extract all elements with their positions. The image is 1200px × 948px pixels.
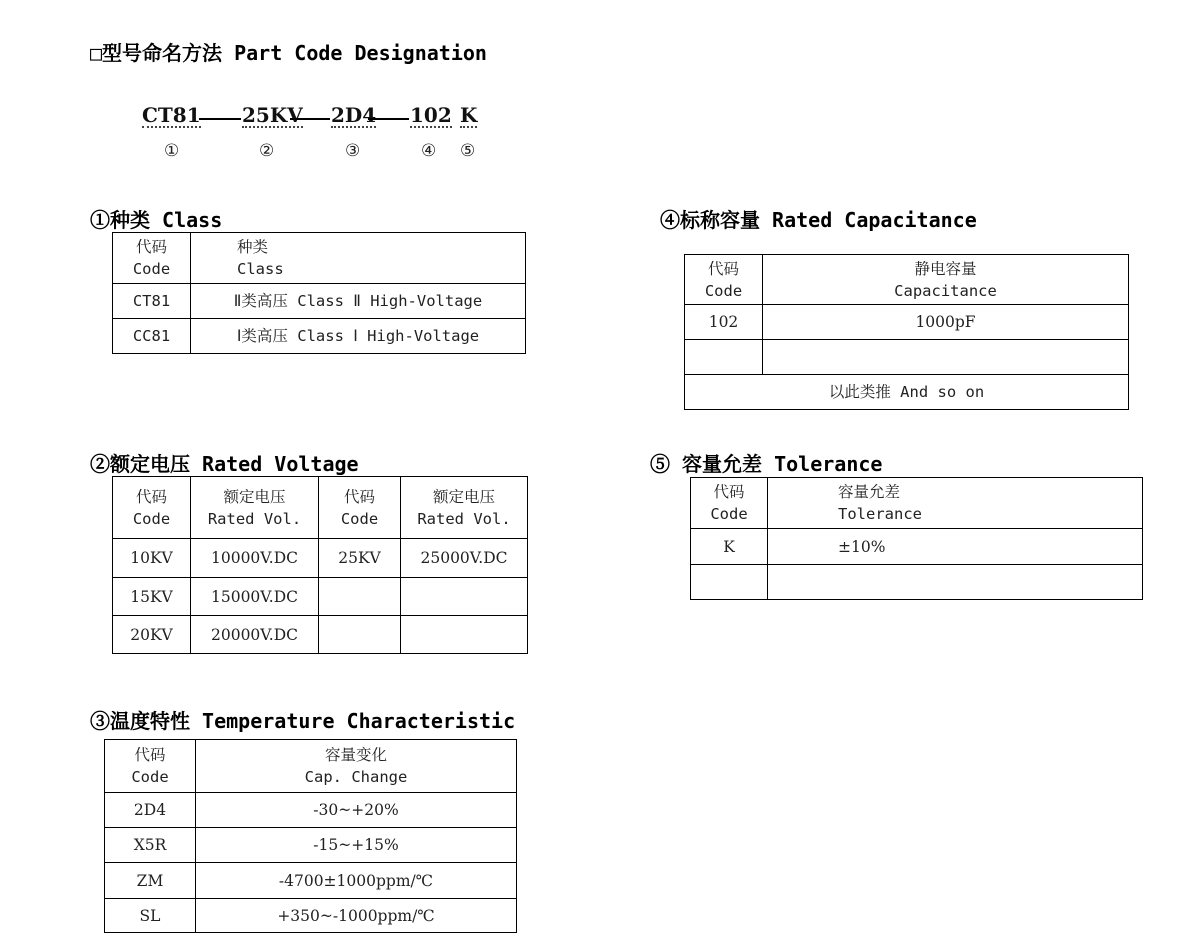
capacitance-heading: ④标称容量 Rated Capacitance: [660, 208, 977, 232]
part-code-temperature: 2D4: [331, 103, 377, 127]
class-table: [112, 232, 526, 354]
marker-4: ④: [421, 141, 437, 161]
cell-code: [685, 340, 763, 375]
cell-voltage: 20000V.DC: [191, 616, 319, 654]
table-row: [105, 828, 517, 863]
cell-code: 25KV: [319, 539, 401, 578]
cell-voltage: 25000V.DC: [401, 539, 528, 578]
header-code: 代码 Code: [685, 255, 763, 305]
cell-code: CC81: [113, 319, 191, 354]
code-separator: [199, 118, 241, 120]
table-row: [113, 578, 528, 616]
voltage-heading: ②额定电压 Rated Voltage: [90, 452, 359, 476]
table-header-row: [105, 740, 517, 793]
cell-code: 20KV: [113, 616, 191, 654]
table-row: [105, 793, 517, 828]
table-row: [105, 863, 517, 899]
table-row: [113, 539, 528, 578]
marker-2: ②: [259, 141, 275, 161]
cell-voltage: [401, 578, 528, 616]
cell-desc: Ⅰ类高压 Class Ⅰ High-Voltage: [191, 319, 526, 354]
table-row: [691, 529, 1143, 565]
and-so-on-note: 以此类推 And so on: [685, 375, 1129, 410]
cell-desc: Ⅱ类高压 Class Ⅱ High-Voltage: [191, 284, 526, 319]
cell-code: [319, 578, 401, 616]
cell-cap-change: -30~+20%: [196, 793, 517, 828]
header-class: 种类 Class: [191, 233, 526, 284]
voltage-table: [112, 476, 528, 654]
table-header-row: [113, 233, 526, 284]
cell-voltage: 10000V.DC: [191, 539, 319, 578]
table-row: [113, 284, 526, 319]
page-title: □型号命名方法 Part Code Designation: [90, 41, 487, 65]
cell-code: SL: [105, 899, 196, 933]
cell-code: CT81: [113, 284, 191, 319]
temperature-table: [104, 739, 517, 933]
header-rated-voltage: 额定电压 Rated Vol.: [401, 477, 528, 539]
code-separator: [290, 118, 330, 120]
tolerance-heading: ⑤ 容量允差 Tolerance: [650, 452, 883, 476]
cell-voltage: [401, 616, 528, 654]
code-separator: [368, 118, 409, 120]
marker-5: ⑤: [460, 141, 476, 161]
cell-voltage: 15000V.DC: [191, 578, 319, 616]
cell-code: K: [691, 529, 768, 565]
marker-1: ①: [164, 141, 180, 161]
cell-capacitance: [763, 340, 1129, 375]
part-code-class: CT81: [142, 103, 201, 127]
cell-capacitance: 1000pF: [763, 305, 1129, 340]
cell-cap-change: +350~-1000ppm/℃: [196, 899, 517, 933]
cell-tolerance: [768, 565, 1143, 600]
cell-code: X5R: [105, 828, 196, 863]
table-header-row: [691, 478, 1143, 529]
header-code: 代码 Code: [113, 233, 191, 284]
table-row: [105, 899, 517, 933]
cell-code: 10KV: [113, 539, 191, 578]
header-code: 代码 Code: [691, 478, 768, 529]
table-header-row: [113, 477, 528, 539]
table-row: [113, 319, 526, 354]
cell-code: 102: [685, 305, 763, 340]
header-tolerance: 容量允差 Tolerance: [768, 478, 1143, 529]
header-code: 代码 Code: [319, 477, 401, 539]
cell-tolerance: ±10%: [768, 529, 1143, 565]
part-code-capacitance: 102: [410, 103, 452, 127]
table-row: [113, 616, 528, 654]
table-row: [685, 305, 1129, 340]
part-code-tolerance: K: [460, 103, 478, 127]
cell-code: ZM: [105, 863, 196, 899]
table-row: [685, 340, 1129, 375]
tolerance-table: [690, 477, 1143, 600]
header-capacitance: 静电容量 Capacitance: [763, 255, 1129, 305]
table-footer-row: [685, 375, 1129, 410]
cell-code: 15KV: [113, 578, 191, 616]
header-code: 代码 Code: [105, 740, 196, 793]
cell-cap-change: -15~+15%: [196, 828, 517, 863]
table-header-row: [685, 255, 1129, 305]
temperature-heading: ③温度特性 Temperature Characteristic: [90, 709, 516, 733]
cell-code: [691, 565, 768, 600]
cell-cap-change: -4700±1000ppm/℃: [196, 863, 517, 899]
marker-3: ③: [345, 141, 361, 161]
header-rated-voltage: 额定电压 Rated Vol.: [191, 477, 319, 539]
cell-code: 2D4: [105, 793, 196, 828]
capacitance-table: [684, 254, 1129, 410]
header-code: 代码 Code: [113, 477, 191, 539]
part-code-voltage: 25KV: [242, 103, 303, 127]
cell-code: [319, 616, 401, 654]
class-heading: ①种类 Class: [90, 208, 223, 232]
header-cap-change: 容量变化 Cap. Change: [196, 740, 517, 793]
table-row: [691, 565, 1143, 600]
